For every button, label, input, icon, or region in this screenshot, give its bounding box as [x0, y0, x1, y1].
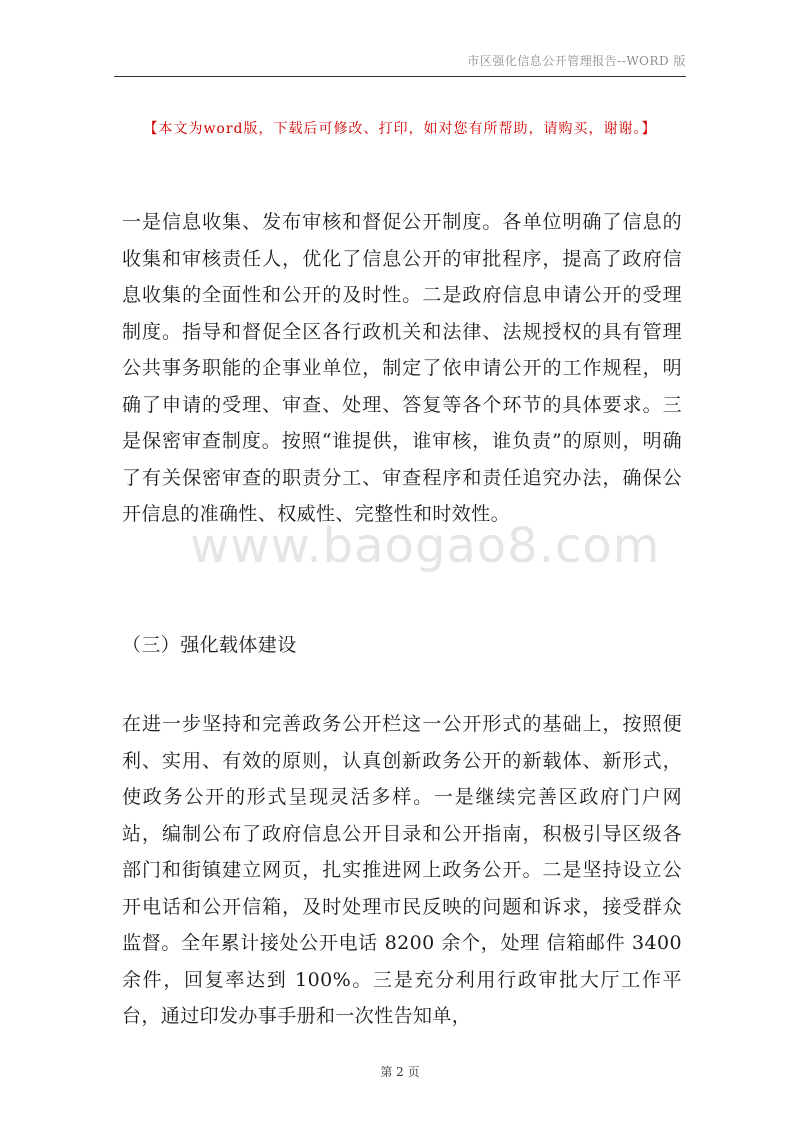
section-heading: （三）强化载体建设	[122, 634, 297, 656]
header-divider	[114, 76, 686, 77]
watermark: www.baogao8.com	[190, 518, 661, 574]
body-paragraph-1: 一是信息收集、发布审核和督促公开制度。各单位明确了信息的收集和审核责任人，优化了信息公开的审批程序，提高了政府信息收集的全面性和公开的及时性。二是政府信息申请公开的受理制度。指导和督促全区各行政机关和法律、法规授权的具有管理公共事务职能的企事业单位，制定了依申请公开的工作规程，明确了申请的受理、审查、处理、答复等各个环节的具体要求。三是保密审查制度。按照“谁提供，谁审核，谁负责”的原则，明确了有关保密审查的职责分工、审查程序和责任追究办法，确保公开信息的准确性、权威性、完整性和时效性。	[122, 211, 682, 525]
header-title: 市区强化信息公开管理报告--WORD 版	[467, 54, 686, 68]
body-paragraph-2: 在进一步坚持和完善政务公开栏这一公开形式的基础上，按照便利、实用、有效的原则，认真创新政务公开的新载体、新形式，使政务公开的形式呈现灵活多样。一是继续完善区政府门户网站，编制公布了政府信息公开目录和公开指南，积极引导区级各部门和街镇建立网页，扎实推进网上政务公开。二是坚持设立公开电话和公开信箱，及时处理市民反映的问题和诉求，接受群众监督。全年累计接处公开电话 8200 余个，处理 信箱邮件 3400 余件，回复率达到 100%。三是充分利用行政审批大厅工作平台，通过印发办事手册和一次性告知单，	[122, 713, 682, 1027]
page-number: 第 2 页	[380, 1065, 420, 1079]
purchase-notice: 【本文为word版，下载后可修改、打印，如对您有所帮助，请购买，谢谢。】	[143, 121, 657, 137]
